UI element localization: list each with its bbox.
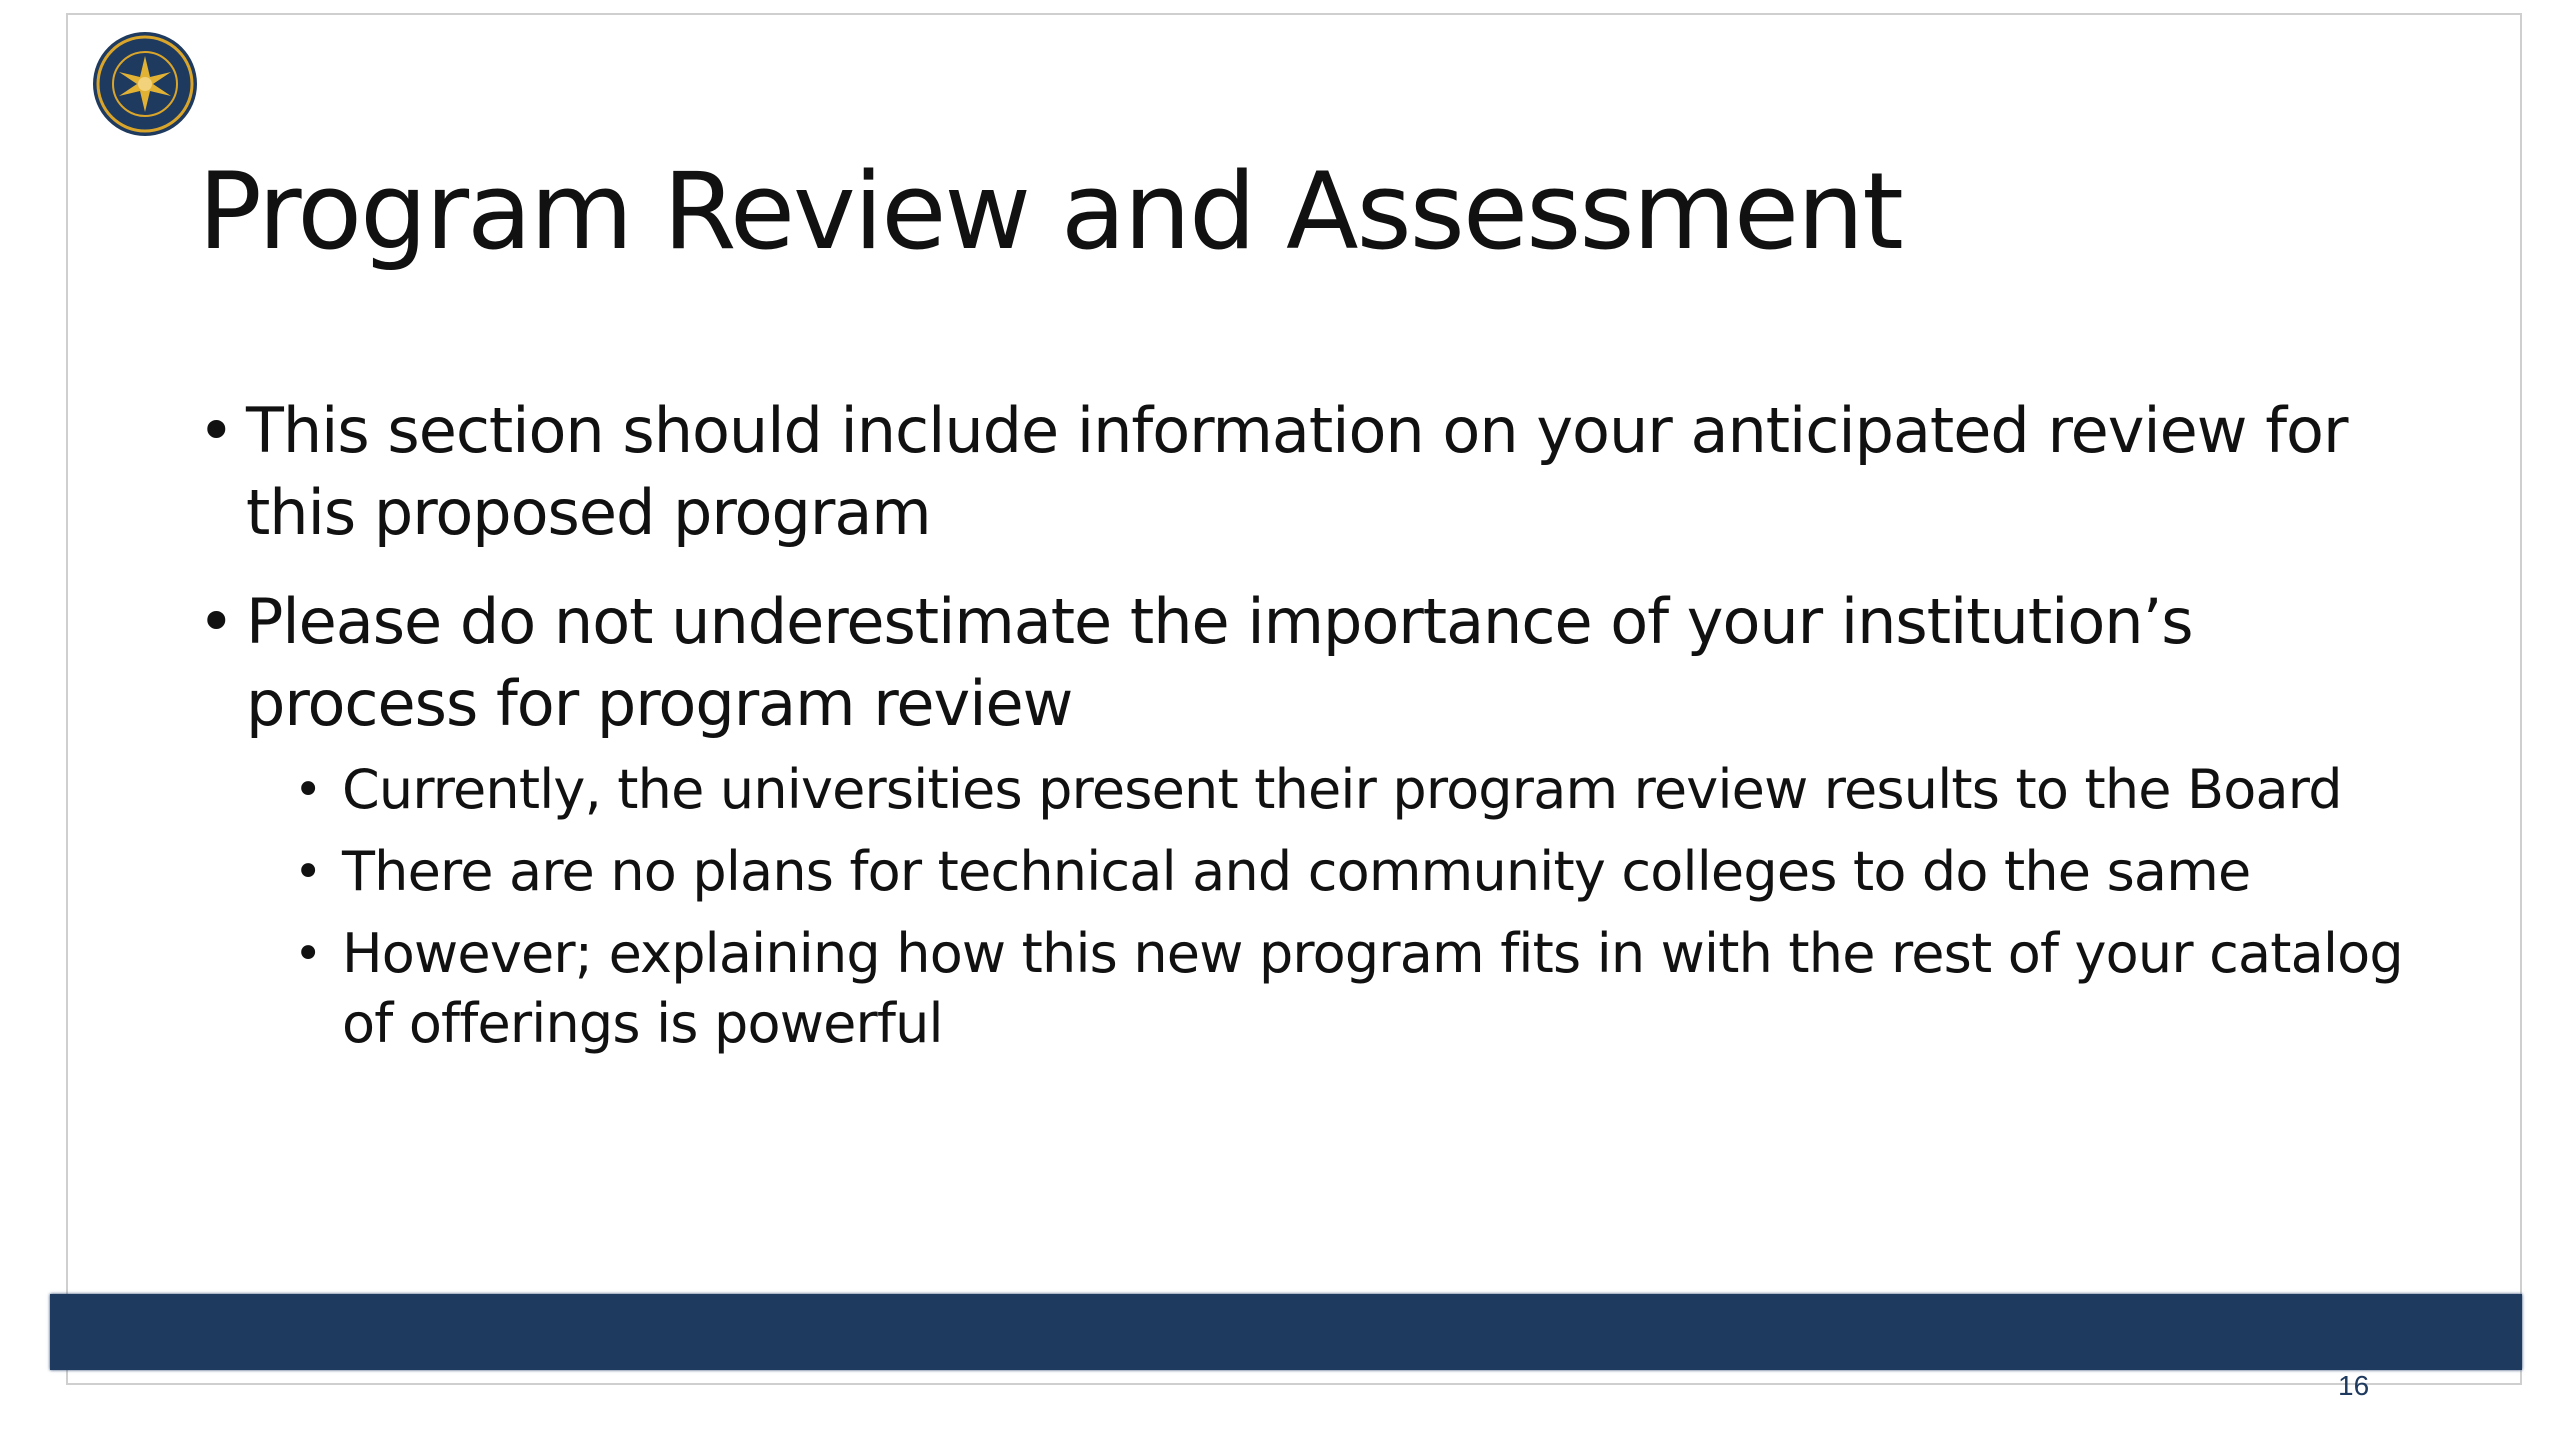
bullet-item	[198, 581, 2418, 745]
footer-band	[50, 1294, 2522, 1370]
sub-bullet-icon: •	[294, 762, 322, 818]
sub-bullet-item	[198, 755, 2418, 825]
bullet-item	[198, 390, 2418, 554]
bullet-icon: •	[198, 394, 234, 467]
sub-bullet-text: Currently, the universities present their program review results to the Board	[342, 758, 2342, 821]
bullet-icon: •	[198, 585, 234, 658]
bullet-text: Please do not underestimate the importance of your institution’s process for program review	[246, 585, 2193, 740]
sub-bullet-item	[198, 919, 2418, 1059]
sub-bullet-icon: •	[294, 844, 322, 900]
sub-bullet-text: However; explaining how this new program fits in with the rest of your catalog of offerings is powerful	[342, 922, 2403, 1055]
sub-bullet-item	[198, 837, 2418, 907]
bullet-text: This section should include information on your anticipated review for this proposed program	[246, 394, 2348, 549]
page-number: 16	[2338, 1370, 2370, 1401]
bullet-list	[198, 390, 2418, 1071]
sub-bullet-group	[198, 755, 2418, 1059]
state-board-seal-icon	[92, 31, 198, 137]
sub-bullet-icon: •	[294, 926, 322, 982]
sub-bullet-list	[198, 755, 2418, 1059]
sub-bullet-text: There are no plans for technical and community colleges to do the same	[342, 840, 2251, 903]
slide-title: Program Review and Assessment	[198, 150, 1902, 273]
